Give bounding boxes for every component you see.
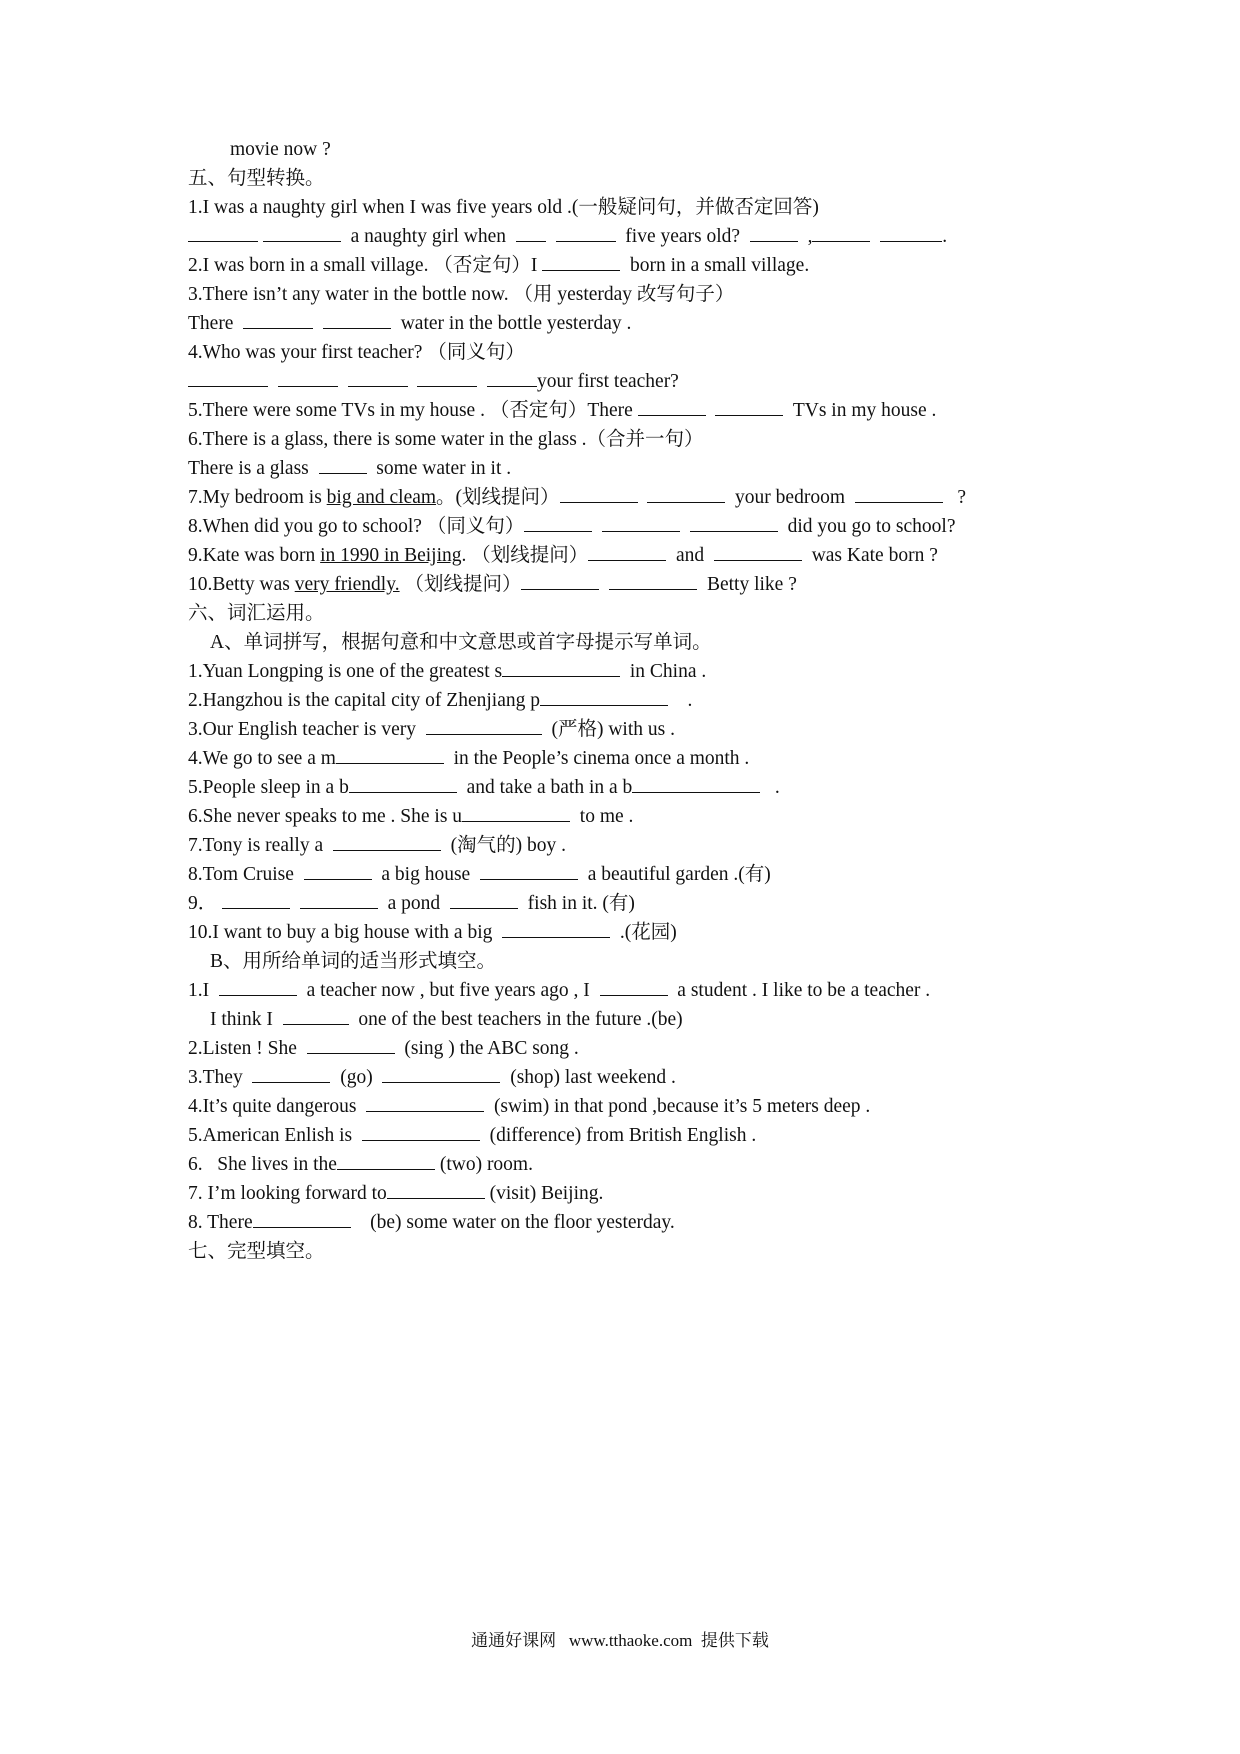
text: and (676, 545, 705, 566)
q6a-3 (188, 718, 675, 742)
text: A、单词拼写，根据句意和中文意思或首字母提示写单词。 (210, 632, 712, 653)
text: . (687, 690, 693, 711)
text: your bedroom (735, 487, 845, 508)
blank[interactable] (387, 1182, 485, 1199)
text: in the People’s cinema once a month . (453, 748, 750, 769)
text: 8.Tom Cruise (188, 864, 294, 885)
text: (be) some water on the floor yesterday. (370, 1212, 675, 1233)
text: . (942, 226, 948, 247)
section-five-heading (188, 167, 325, 191)
q6a-8 (188, 863, 771, 887)
text: .(花园) (619, 922, 677, 943)
text: 3.Our English teacher is very (188, 719, 416, 740)
blank[interactable] (560, 486, 638, 503)
text: a teacher now , but five years ago , I (306, 980, 590, 1001)
blank[interactable] (278, 370, 338, 387)
blank[interactable] (715, 399, 783, 416)
blank[interactable] (480, 863, 578, 880)
text: 5.People sleep in a b (188, 777, 349, 798)
text: did you go to school? (787, 516, 956, 537)
q6a-1 (188, 660, 706, 684)
text: (two) room. (439, 1154, 533, 1175)
blank[interactable] (450, 892, 518, 909)
text: 7.My bedroom is (188, 487, 327, 508)
blank[interactable] (516, 225, 546, 242)
q5-9 (188, 544, 938, 568)
q6a-2 (188, 689, 692, 713)
blank[interactable] (880, 225, 942, 242)
text: one of the best teachers in the future .(be) (358, 1009, 683, 1030)
q5-6-answer (188, 457, 511, 481)
blank[interactable] (319, 457, 367, 474)
text: (sing ) the ABC song . (404, 1038, 579, 1059)
text: a beautiful garden .(有) (587, 864, 771, 885)
text: your first teacher? (537, 371, 679, 392)
text: 六、词汇运用。 (188, 603, 325, 624)
text: 2.Listen ! She (188, 1038, 297, 1059)
section-seven-heading (188, 1240, 325, 1264)
q6b-6 (188, 1153, 533, 1177)
blank[interactable] (304, 863, 372, 880)
q5-6 (188, 428, 704, 452)
text: 6.She never speaks to me . She is u (188, 806, 463, 827)
text: 3.There isn’t any water in the bottle now. （用 yesterday 改写句子） (188, 284, 735, 305)
blank[interactable] (855, 486, 943, 503)
text: (淘气的) boy . (450, 835, 566, 856)
text: (严格) with us . (551, 719, 675, 740)
blank[interactable] (323, 312, 391, 329)
text: . （划线提问） (461, 545, 589, 566)
q6b-4 (188, 1095, 870, 1119)
text: 6.There is a glass, there is some water in the glass .（合并一句） (188, 429, 704, 450)
text: Betty like ? (706, 574, 797, 595)
underlined-phrase: very friendly. (294, 574, 400, 595)
blank[interactable] (336, 747, 444, 764)
blank[interactable] (426, 718, 542, 735)
q5-1-answer (188, 225, 947, 249)
q5-4-answer (188, 370, 679, 394)
q6b-5 (188, 1124, 756, 1148)
text: 4.We go to see a m (188, 748, 336, 769)
text: (go) (340, 1067, 373, 1088)
blank[interactable] (502, 660, 620, 677)
text: a big house (381, 864, 471, 885)
blank[interactable] (263, 225, 341, 242)
text: 五、句型转换。 (188, 168, 325, 189)
part-b-heading (210, 950, 496, 974)
blank[interactable] (588, 544, 666, 561)
blank[interactable] (600, 979, 668, 996)
blank[interactable] (222, 892, 290, 909)
text: 7. I’m looking forward to (188, 1183, 387, 1204)
text: in China . (629, 661, 707, 682)
text: 6. She lives in the (188, 1154, 337, 1175)
q5-3 (188, 283, 734, 307)
blank[interactable] (243, 312, 313, 329)
text: 5.American Enlish is (188, 1125, 353, 1146)
underlined-phrase: in 1990 in Beijing (320, 545, 462, 566)
text: 1.I was a naughty girl when I was five years old .(一般疑问句，并做否定回答) (188, 197, 819, 218)
part-a-heading (210, 631, 712, 655)
text: a pond (387, 893, 441, 914)
blank[interactable] (521, 573, 599, 590)
text: born in a small village. (629, 255, 810, 276)
q6a-7 (188, 834, 566, 858)
line-movie-now (230, 138, 331, 162)
blank[interactable] (540, 689, 668, 706)
blank[interactable] (349, 776, 457, 793)
text: (shop) last weekend . (510, 1067, 676, 1088)
blank[interactable] (542, 254, 620, 271)
text: ? (957, 487, 967, 508)
text: 10.I want to buy a big house with a big (188, 922, 493, 943)
text: 8.When did you go to school? （同义句） (188, 516, 525, 537)
blank[interactable] (219, 979, 297, 996)
text: to me . (579, 806, 634, 827)
blank[interactable] (487, 370, 537, 387)
text: 4.Who was your first teacher? （同义句） (188, 342, 525, 363)
q6b-1 (188, 979, 930, 1003)
blank[interactable] (382, 1066, 500, 1083)
text: some water in it . (376, 458, 512, 479)
blank[interactable] (632, 776, 760, 793)
q5-8 (188, 515, 956, 539)
text: 10.Betty was (188, 574, 295, 595)
text: 8. There (188, 1212, 253, 1233)
text: a naughty girl when (350, 226, 507, 247)
q5-7 (188, 486, 966, 510)
text: movie now ? (230, 139, 331, 160)
text: 1.Yuan Longping is one of the greatest s (188, 661, 503, 682)
text: 2.I was born in a small village. （否定句）I (188, 255, 538, 276)
blank[interactable] (462, 805, 570, 822)
q5-4 (188, 341, 525, 365)
q5-10 (188, 573, 797, 597)
blank[interactable] (690, 515, 778, 532)
blank[interactable] (300, 892, 378, 909)
q6b-2 (188, 1037, 579, 1061)
q6a-6 (188, 805, 633, 829)
text: 4.It’s quite dangerous (188, 1096, 357, 1117)
text: 3.They (188, 1067, 243, 1088)
blank[interactable] (366, 1095, 484, 1112)
blank[interactable] (502, 921, 610, 938)
section-six-heading (188, 602, 325, 626)
blank[interactable] (812, 225, 870, 242)
text: （划线提问） (399, 574, 522, 595)
text: 七、完型填空。 (188, 1241, 325, 1262)
text: 9． (188, 893, 218, 914)
q6a-9 (188, 892, 635, 916)
text: 。(划线提问） (436, 487, 560, 508)
blank[interactable] (252, 1066, 330, 1083)
blank[interactable] (647, 486, 725, 503)
q5-1 (188, 196, 819, 220)
blank[interactable] (714, 544, 802, 561)
blank[interactable] (362, 1124, 480, 1141)
blank[interactable] (307, 1037, 395, 1054)
text: There (188, 313, 234, 334)
q6a-10 (188, 921, 677, 945)
text: 7.Tony is really a (188, 835, 324, 856)
text: 9.Kate was born (188, 545, 321, 566)
q5-2 (188, 254, 809, 278)
text: fish in it. (有) (527, 893, 635, 914)
blank[interactable] (417, 370, 477, 387)
blank[interactable] (188, 370, 268, 387)
text: 1.I (188, 980, 210, 1001)
underlined-phrase: big and cleam (326, 487, 437, 508)
q6a-5 (188, 776, 780, 800)
text: 2.Hangzhou is the capital city of Zhenjiang p (188, 690, 540, 711)
text: TVs in my house . (792, 400, 937, 421)
q6b-8 (188, 1211, 675, 1235)
blank[interactable] (609, 573, 697, 590)
page-footer: 通通好课网 www.tthaoke.com 提供下载 (471, 1631, 769, 1650)
text: . (774, 777, 780, 798)
text: five years old? (625, 226, 741, 247)
text: water in the bottle yesterday . (400, 313, 632, 334)
blank[interactable] (348, 370, 408, 387)
text: B、用所给单词的适当形式填空。 (210, 951, 497, 972)
text: 5.There were some TVs in my house . （否定句）There (188, 400, 633, 421)
q6b-1-cont (210, 1008, 683, 1032)
text: (difference) from British English . (489, 1125, 757, 1146)
blank[interactable] (188, 225, 258, 242)
q6b-3 (188, 1066, 676, 1090)
q6b-7 (188, 1182, 603, 1206)
text: (swim) in that pond ,because it’s 5 meters deep . (493, 1096, 871, 1117)
blank[interactable] (638, 399, 706, 416)
blank[interactable] (253, 1211, 351, 1228)
blank[interactable] (556, 225, 616, 242)
blank[interactable] (337, 1153, 435, 1170)
q5-5 (188, 399, 936, 423)
blank[interactable] (283, 1008, 349, 1025)
blank[interactable] (750, 225, 798, 242)
text: I think I (210, 1009, 273, 1030)
blank[interactable] (602, 515, 680, 532)
blank[interactable] (333, 834, 441, 851)
text: a student . I like to be a teacher . (677, 980, 931, 1001)
text: , (807, 226, 813, 247)
text: (visit) Beijing. (489, 1183, 604, 1204)
text: There is a glass (188, 458, 309, 479)
q5-3-answer (188, 312, 631, 336)
text: and take a bath in a b (466, 777, 633, 798)
blank[interactable] (524, 515, 592, 532)
q6a-4 (188, 747, 749, 771)
text: was Kate born ? (811, 545, 938, 566)
